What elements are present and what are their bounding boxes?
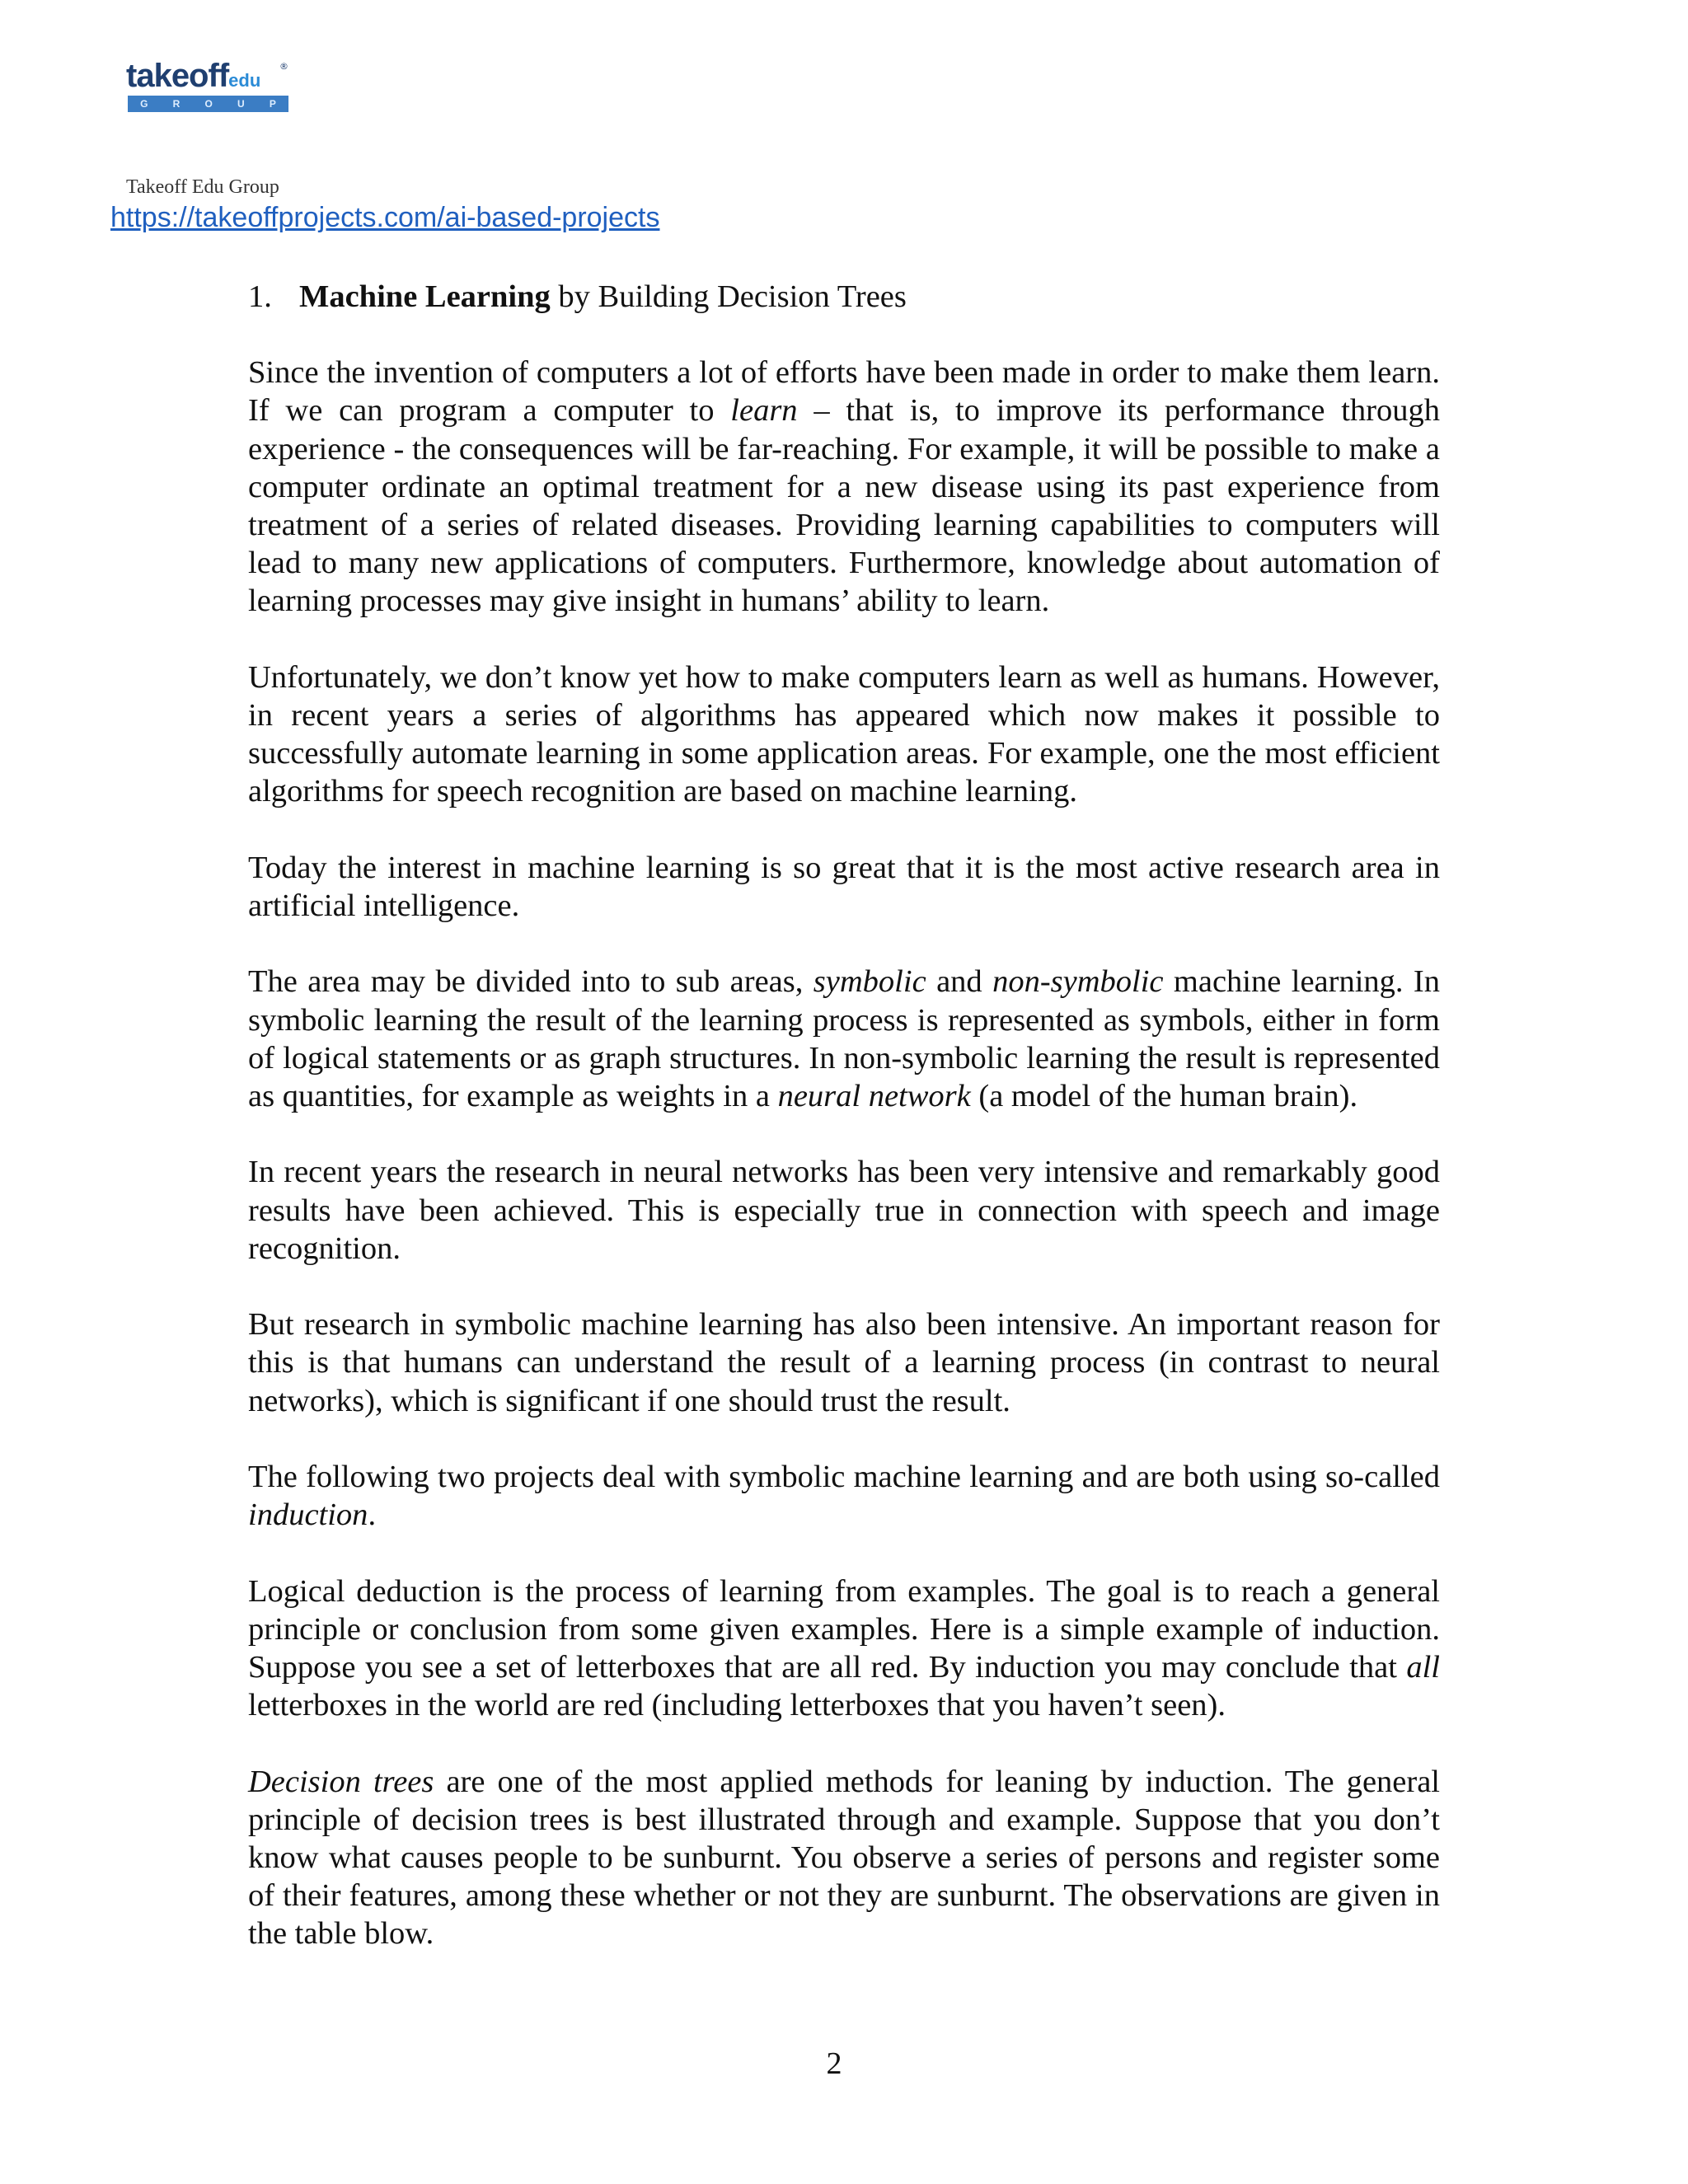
paragraph-text: – that is, to improve its performance through experience - the consequences will be far-reaching. For example, it will be possible to make a computer ordinate an optimal treatment for a new disease using its past experience from treatment of a series of related diseases. Providing learning capabilities to computers will lead to many new applications of computers. Furthermore, knowledge about automation of learning processes may give insight in humans’ ability to learn.	[248, 393, 1440, 619]
section-title-rest: by Building Decision Trees	[550, 279, 907, 314]
section-number: 1.	[248, 279, 272, 314]
paragraph-text: Logical deduction is the process of learning from examples. The goal is to reach a general principle or conclusion from some given examples. Here is a simple example of induction. Suppose you see a set of letterboxes that are all red. By induction you may conclude that	[248, 1573, 1440, 1685]
paragraph-text: The area may be divided into to sub areas,	[248, 964, 814, 1000]
section-heading	[248, 278, 1440, 316]
paragraph-text: .	[368, 1497, 377, 1533]
paragraph-text: (a model of the human brain).	[970, 1079, 1358, 1114]
paragraph-text: Unfortunately, we don’t know yet how to make computers learn as well as humans. However, in recent years a series of algorithms has appeared which now makes it possible to successfully automate learning in some application areas. For example, one the most efficient algorithms for speech recognition are based on machine learning.	[248, 659, 1440, 809]
section-title-bold: Machine Learning	[299, 279, 551, 314]
registered-mark: ®	[279, 61, 288, 72]
paragraph-text: Today the interest in machine learning is so great that it is the most active research area in artificial intelligence.	[248, 850, 1440, 924]
paragraph	[248, 1305, 1440, 1420]
emphasis-text: neural network	[777, 1079, 971, 1114]
paragraph	[248, 1572, 1440, 1725]
paragraph-list	[248, 354, 1440, 1952]
paragraph-text: machine learning. In symbolic learning the result of the learning process is represented as symbols, either in form of logical statements or as graph structures. In non-symbolic learning the result is represented as quantities, for example as weights in a	[248, 964, 1441, 1114]
paragraph-text: letterboxes in the world are red (including letterboxes that you haven’t seen).	[248, 1688, 1226, 1723]
emphasis-text: all	[1406, 1650, 1440, 1685]
page-number: 2	[826, 2046, 842, 2081]
paragraph	[248, 963, 1440, 1115]
projects-link[interactable]: https://takeoffprojects.com/ai-based-projects	[110, 202, 660, 233]
paragraph	[248, 1153, 1440, 1268]
paragraph	[248, 1458, 1440, 1534]
paragraph	[248, 354, 1440, 620]
emphasis-text: induction	[248, 1497, 368, 1533]
paragraph-text: But research in symbolic machine learning has also been intensive. An important reason for this is that humans can understand the result of a learning process (in contrast to neural networks), which is significant if one should trust the result.	[248, 1307, 1440, 1418]
company-name: Takeoff Edu Group	[126, 176, 279, 198]
emphasis-text: learn	[730, 393, 798, 429]
emphasis-text: Decision trees	[248, 1764, 434, 1799]
paragraph	[248, 1763, 1440, 1953]
paragraph	[248, 658, 1440, 811]
emphasis-text: symbolic	[813, 964, 926, 1000]
logo-group-bar: G R O U P	[128, 96, 288, 112]
emphasis-text: non-symbolic	[992, 964, 1164, 1000]
paragraph-text: are one of the most applied methods for leaning by induction. The general principle of decision trees is best illustrated through and example. Suppose that you don’t know what causes people to be sunburnt. You observe a series of persons and register some of their features, among these whether or not they are sunburnt. The observations are given in the table blow.	[248, 1764, 1441, 1952]
logo-wordmark: takeoffedu	[126, 58, 261, 94]
paragraph-text: Since the invention of computers a lot of efforts have been made in order to make them learn. If we can program a computer to	[248, 355, 1440, 429]
document-body	[248, 278, 1440, 1953]
paragraph-text: The following two projects deal with symbolic machine learning and are both using so-called	[248, 1460, 1440, 1494]
paragraph	[248, 849, 1440, 925]
paragraph-text: In recent years the research in neural networks has been very intensive and remarkably good results have been achieved. This is especially true in connection with speech and image recognition.	[248, 1155, 1440, 1266]
paragraph-text: and	[926, 964, 993, 1000]
company-logo	[126, 59, 291, 115]
